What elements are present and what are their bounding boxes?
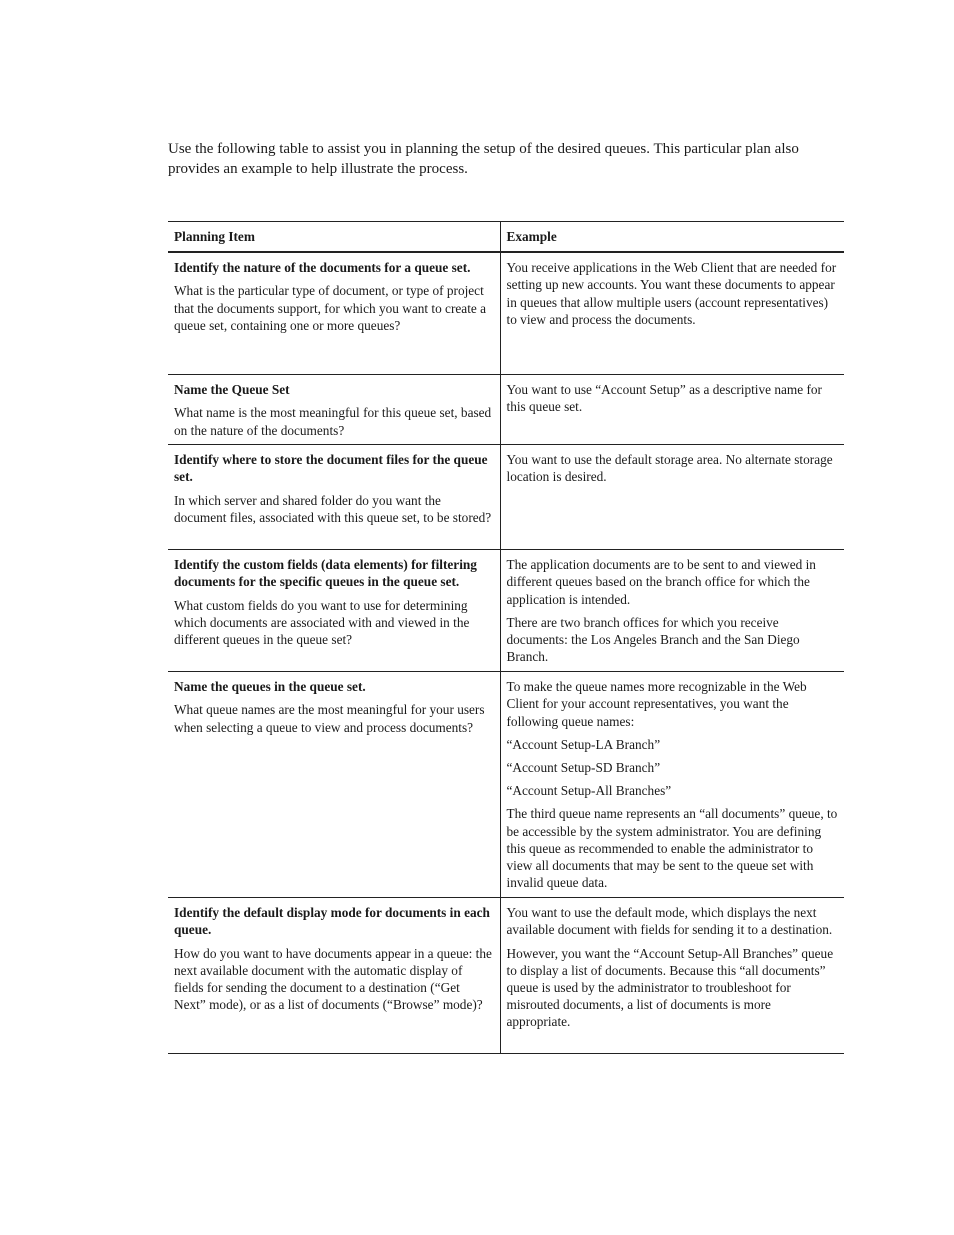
- header-example: Example: [500, 222, 844, 253]
- example-paragraph: However, you want the “Account Setup-All Branches” queue to display a list of documents. Because this “all documents” queue is used by the administrator to troubleshoot for misrouted documents, a list of documents is more appropriate.: [506, 945, 834, 1030]
- example-cell: [500, 672, 844, 898]
- planning-table: [168, 221, 844, 1054]
- table-header-row: [168, 222, 844, 253]
- planning-item-title: Identify the default display mode for documents in each queue.: [174, 905, 490, 938]
- header-planning-item: Planning Item: [168, 222, 500, 253]
- example-cell: [500, 375, 844, 445]
- example-queue-name: “Account Setup-All Branches”: [506, 783, 672, 799]
- planning-item-question: How do you want to have documents appear in a queue: the next available document with the automatic display of fields for sending the document to a destination (“Get Next” mode), or as a list of documents (“Browse” mode)?: [174, 945, 492, 1013]
- table-row: [168, 375, 844, 445]
- example-cell: [500, 445, 844, 550]
- example-paragraph: The application documents are to be sent to and viewed in different queues based on the branch office for which the application is intended.: [506, 557, 816, 607]
- planning-item-cell: [168, 252, 500, 375]
- example-cell: [500, 898, 844, 1054]
- planning-item-cell: [168, 375, 500, 445]
- example-paragraph: You want to use “Account Setup” as a descriptive name for this queue set.: [506, 382, 822, 415]
- planning-item-question: What is the particular type of document, or type of project that the documents support, for which you want to create a queue set, containing one or more queues?: [174, 283, 487, 333]
- example-queue-name: “Account Setup-SD Branch”: [506, 760, 661, 776]
- example-cell: [500, 252, 844, 375]
- planning-item-title: Name the queues in the queue set.: [174, 679, 366, 695]
- example-paragraph: The third queue name represents an “all documents” queue, to be accessible by the system administrator. You are defining this queue as recommended to enable the administrator to view all documents that may be sent to the queue set with invalid queue data.: [506, 806, 838, 891]
- example-paragraph: You want to use the default storage area. No alternate storage location is desired.: [506, 452, 833, 485]
- planning-item-title: Identify the nature of the documents for a queue set.: [174, 260, 471, 276]
- planning-item-question: In which server and shared folder do you want the document files, associated with this queue set, to be stored?: [174, 492, 492, 525]
- example-paragraph: To make the queue names more recognizable in the Web Client for your account representatives, you want the following queue names:: [506, 679, 807, 729]
- table-row: [168, 445, 844, 550]
- intro-paragraph: Use the following table to assist you in planning the setup of the desired queues. This particular plan also provides an example to help illustrate the process.: [168, 141, 799, 177]
- example-queue-name: “Account Setup-LA Branch”: [506, 736, 661, 752]
- planning-item-question: What custom fields do you want to use for determining which documents are associated with and viewed in the different queues in the queue set?: [174, 597, 470, 648]
- planning-item-cell: [168, 672, 500, 898]
- planning-item-cell: [168, 445, 500, 550]
- planning-item-title: Identify where to store the document files for the queue set.: [174, 452, 488, 485]
- planning-item-title: Name the Queue Set: [174, 382, 290, 398]
- planning-item-title: Identify the custom fields (data elements) for filtering documents for the specific queues in the queue set.: [174, 557, 477, 590]
- planning-item-question: What name is the most meaningful for this queue set, based on the nature of the documents?: [174, 405, 492, 438]
- example-paragraph: You want to use the default mode, which displays the next available document with fields for sending it to a destination.: [506, 905, 833, 938]
- planning-item-question: What queue names are the most meaningful for your users when selecting a queue to view and process documents?: [174, 702, 485, 735]
- example-paragraph: There are two branch offices for which you receive documents: the Los Angeles Branch and the San Diego Branch.: [506, 614, 800, 665]
- table-row: [168, 672, 844, 898]
- table-row: [168, 252, 844, 375]
- example-paragraph: You receive applications in the Web Client that are needed for setting up new accounts. You want these documents to appear in queues that allow multiple users (account representatives) to view and process the documents.: [506, 260, 837, 327]
- planning-item-cell: [168, 550, 500, 672]
- example-cell: [500, 550, 844, 672]
- planning-item-cell: [168, 898, 500, 1054]
- table-row: [168, 898, 844, 1054]
- table-row: [168, 550, 844, 672]
